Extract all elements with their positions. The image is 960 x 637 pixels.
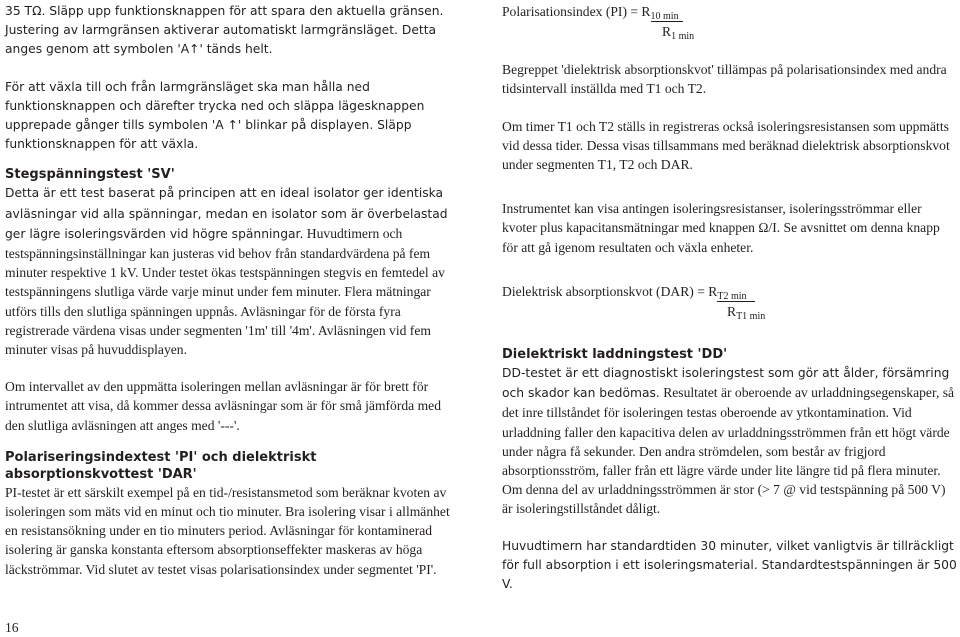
pi-formula-label: Polarisationsindex (PI) = R	[502, 4, 651, 19]
instrument-paragraph: Instrumentet kan visa antingen isoleringsresistanser, isoleringsströmmar eller kvoter plus kapacitansmätningar med knappen Ω/I. Se avsnittet om denna knapp för att gå igenom resultaten och växla enheter.	[502, 201, 940, 255]
dd-heading: Dielektriskt laddningstest 'DD'	[502, 347, 728, 363]
dar-formula-denominator-sub: T1 min	[736, 311, 766, 323]
dar-formula-numerator	[717, 282, 754, 302]
right-column	[502, 2, 957, 594]
sv-body-text: Huvudtimern och testspänningsinställningar kan justeras vid behov från standardvärdena på fem minuter respektive 1 kV. Under testet ökas testspänningen stegvis en femtedel av testspänningens slutliga värde varje minut under fem minuter. Flera mätningar utförs tills den slutliga spänningen uppnås. Avläsningar för de första fyra registrerade värdena visas under segmenten '1m' till '4m'. Avläsningen vid fem minuter visas på huvuddisplayen.	[5, 225, 445, 358]
sv-lead-text: Detta är ett test baserat på principen att en ideal isolator ger identiska avläsningar vid alla spänningar, medan en isolator som är överbelastad ger lägre isoleringsvärden vid högre spänningar.	[5, 186, 448, 241]
pi-heading-line-1: Polariseringsindextest 'PI' och dielektriskt	[5, 449, 317, 465]
page-number: 16	[5, 620, 19, 635]
dd-lead-text: DD-testet är ett diagnostiskt isoleringstest som gör att ålder, försämring och skador kan bedömas.	[502, 366, 950, 401]
dd-body-text: Resultatet är oberoende av urladdningsegenskaper, så det inre tillståndet för isoleringen testas oberoende av ytkontamination. Vid urladdning faller den kapacitiva delen av urladdningsströmmen från ett högt värde under några få sekunder. Den andra strömdelen, som består av frigjord absorptionsström, faller från ett lägre värde under lite längre tid på flera minuter. Om denna del av urladdningsströmmen är stor (> 7 @ vid testspänning på 500 V) är isoleringstillståndet dåligt.	[502, 385, 955, 517]
pi-formula-denominator: R	[662, 24, 672, 40]
pi-formula-numerator	[651, 2, 683, 22]
pi-formula-denominator-sub: 1 min	[671, 31, 695, 43]
left-column	[5, 2, 457, 579]
dar-formula-numerator-sub: T2 min	[717, 290, 747, 302]
timer-paragraph: Huvudtimern har standardtiden 30 minuter, vilket vanligtvis är tillräckligt för full absorption i ett isoleringsmaterial. Standardtestspänningen är 500 V.	[502, 538, 957, 592]
pi-formula	[502, 2, 957, 42]
dd-paragraph	[502, 363, 957, 519]
intro-paragraph-2: För att växla till och från larmgränsläget ska man hålla ned funktionsknappen och därefter trycka ned och släppa lägesknappen upprepade gånger tills symbolen 'A ↑' blinkar på displayen. Släpp funktionsknappen för att växla.	[5, 79, 425, 152]
dar-formula-denominator: R	[727, 304, 737, 320]
sv-paragraph	[5, 183, 457, 359]
dielectric-paragraph: Begreppet 'dielektrisk absorptionskvot' tillämpas på polarisationsindex med andra tidsintervall inställda med T1 och T2.	[502, 62, 947, 97]
sv-heading: Stegspänningstest 'SV'	[5, 167, 175, 183]
timers-paragraph: Om timer T1 och T2 ställs in registreras också isoleringsresistansen som uppmätts vid dessa tider. Dessa visas tillsammans med beräknad dielektrisk absorptionskvot under segmenten T1, T2 och DAR.	[502, 118, 950, 173]
intro-paragraph-1: 35 TΩ. Släpp upp funktionsknappen för att spara den aktuella gränsen. Justering av larmgränsen aktiverar automatiskt larmgränsläget. Detta anges genom att symbolen 'A↑' tänds helt.	[5, 4, 444, 57]
dar-formula	[502, 282, 957, 322]
sv-paragraph-2: Om intervallet av den uppmätta isoleringen mellan avläsningar är för brett för intrumentet att visa, då kommer dessa avläsningar som är för små jämförda med den slutliga avläsningen att anges med '---'.	[5, 379, 442, 433]
pi-formula-numerator-sub: 10 min	[650, 11, 679, 22]
pi-heading-line-2: absorptionskvottest 'DAR'	[5, 466, 197, 482]
pi-paragraph: PI-testet är ett särskilt exempel på en tid-/resistansmetod som beräknar kvoten av isoleringen som mäts vid en minut och tio minuter. Bra isolering visar i allmänhet en resistansökning under en tio minuters period. Avläsningar för kontaminerad isolering är ganska konstanta eftersom absorptionseffekter maskeras av höga läckströmmar. Vid slutet av testet visas polarisationsindex under segmentet 'PI'.	[5, 484, 450, 577]
dar-formula-label: Dielektrisk absorptionskvot (DAR) = R	[502, 283, 718, 299]
